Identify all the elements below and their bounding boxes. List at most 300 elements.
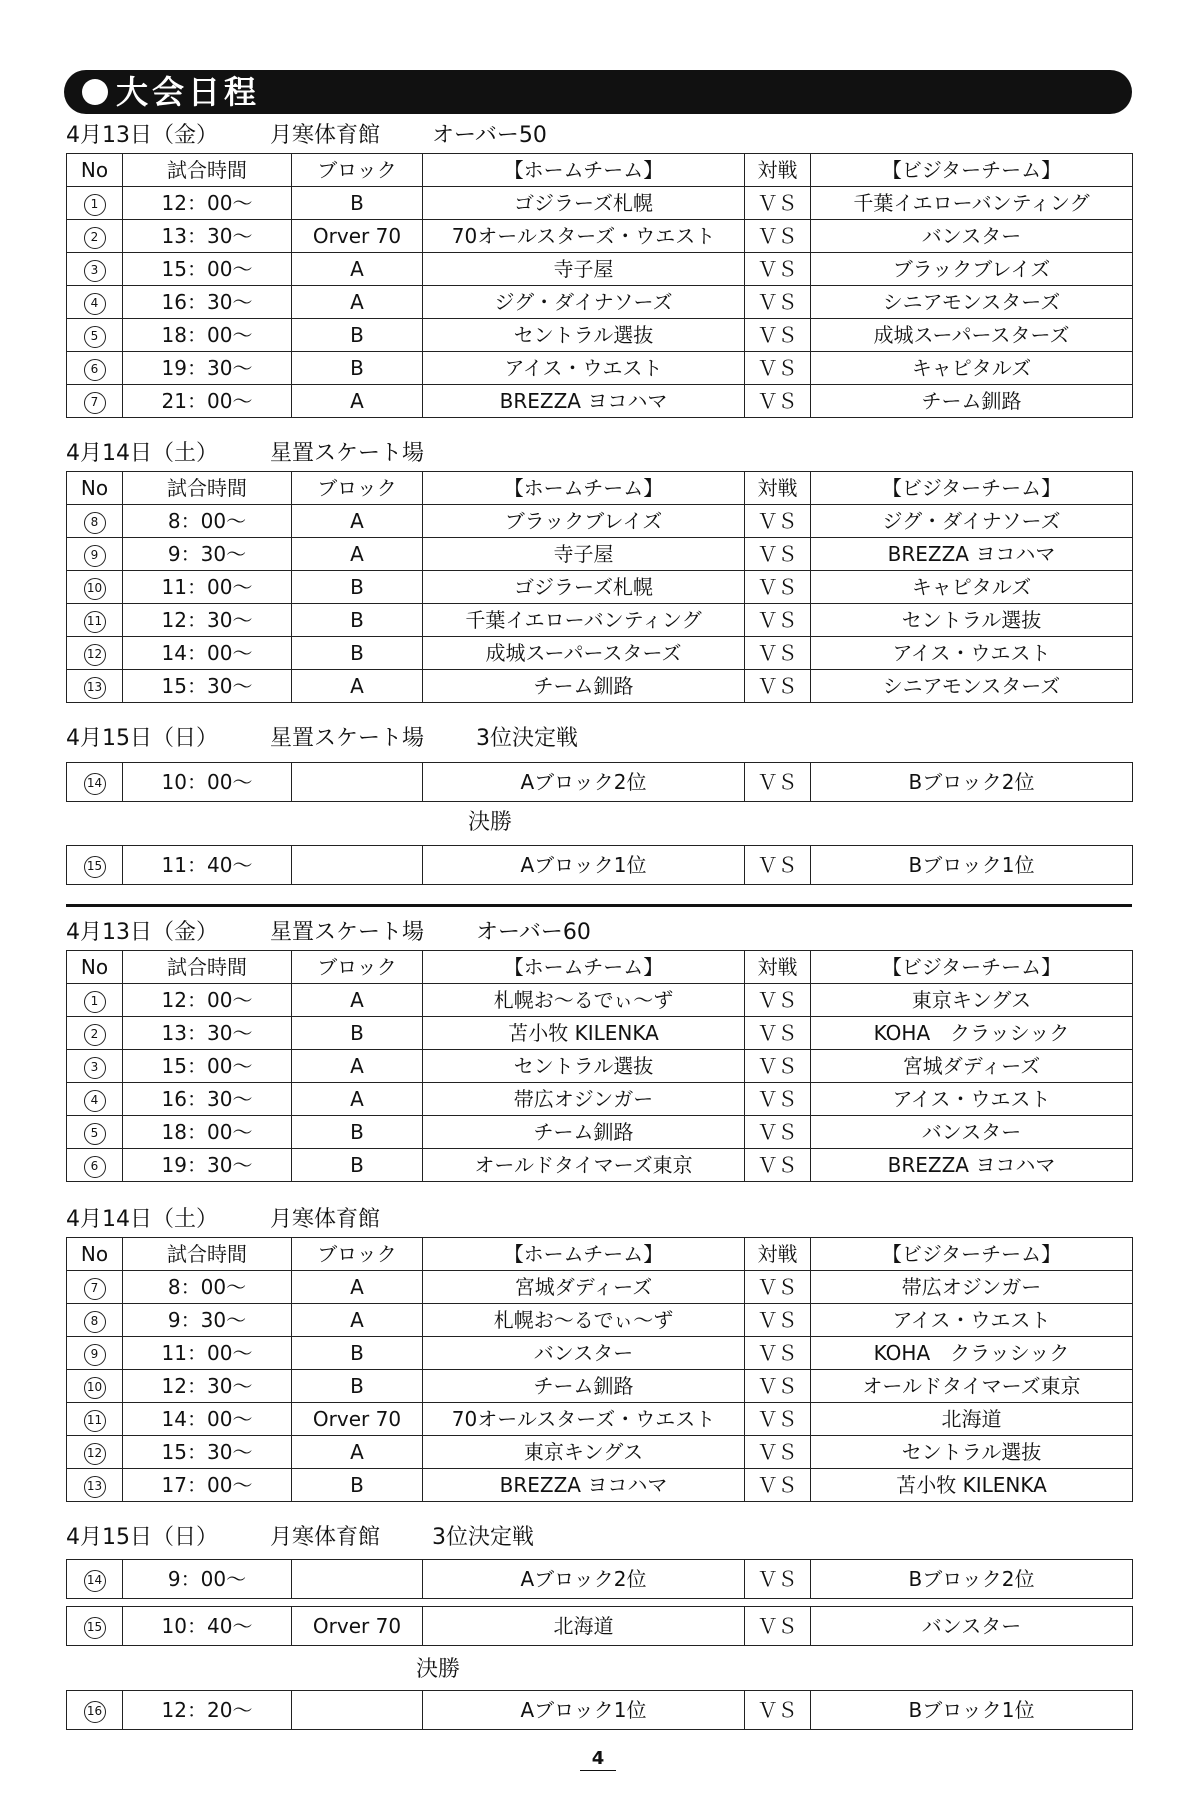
cell-time: 13：30～	[123, 1017, 292, 1050]
table-row	[67, 670, 1133, 703]
cell-vs: ＶＳ	[745, 538, 811, 571]
s2-d2-heading	[66, 1205, 432, 1235]
cell-home: Aブロック2位	[423, 763, 745, 802]
cell-away: チーム釧路	[811, 385, 1133, 418]
venue: 星置スケート場	[270, 920, 425, 945]
cell-block: B	[292, 1469, 423, 1502]
col-header-vs: 対戦	[745, 472, 811, 505]
venue: 星置スケート場	[270, 726, 425, 751]
bullet-icon	[82, 79, 108, 105]
cell-time: 16：30～	[123, 1083, 292, 1116]
cell-block: B	[292, 1116, 423, 1149]
cell-vs: ＶＳ	[745, 846, 811, 885]
cell-block: A	[292, 1083, 423, 1116]
table-row	[67, 1271, 1133, 1304]
cell-home: 成城スーパースターズ	[423, 637, 745, 670]
cell-vs: ＶＳ	[745, 505, 811, 538]
cell-block: B	[292, 1370, 423, 1403]
cell-time: 18：00～	[123, 1116, 292, 1149]
col-header-time: 試合時間	[123, 154, 292, 187]
cell-no	[67, 385, 123, 418]
cell-time: 14：00～	[123, 637, 292, 670]
cell-block: A	[292, 286, 423, 319]
cell-home: 帯広オジンガー	[423, 1083, 745, 1116]
match-number: 15	[84, 1617, 106, 1639]
cell-away: 帯広オジンガー	[811, 1271, 1133, 1304]
table-row	[67, 1050, 1133, 1083]
cell-home: オールドタイマーズ東京	[423, 1149, 745, 1182]
cell-vs: ＶＳ	[745, 1403, 811, 1436]
table-row	[67, 1607, 1133, 1646]
date: 4月15日（日）	[66, 1525, 218, 1550]
cell-no	[67, 1370, 123, 1403]
cell-no	[67, 1691, 123, 1730]
match-label: 3位決定戦	[476, 726, 579, 751]
cell-time: 8：00～	[123, 505, 292, 538]
match-number: 9	[84, 1344, 106, 1366]
table-row	[67, 253, 1133, 286]
cell-no	[67, 220, 123, 253]
cell-home: 70オールスターズ・ウエスト	[423, 220, 745, 253]
category: オーバー60	[476, 920, 591, 945]
cell-block: A	[292, 1050, 423, 1083]
col-header-vs: 対戦	[745, 154, 811, 187]
cell-no	[67, 319, 123, 352]
cell-time: 9：30～	[123, 1304, 292, 1337]
date: 4月13日（金）	[66, 123, 218, 148]
col-header-time: 試合時間	[123, 472, 292, 505]
header-row	[67, 154, 1133, 187]
table-row	[67, 1017, 1133, 1050]
cell-vs: ＶＳ	[745, 1436, 811, 1469]
match-number: 1	[84, 194, 106, 216]
col-header-away: 【ビジターチーム】	[811, 951, 1133, 984]
match-number: 5	[84, 1123, 106, 1145]
table-row	[67, 1304, 1133, 1337]
cell-block: Orver 70	[292, 1403, 423, 1436]
cell-vs: ＶＳ	[745, 220, 811, 253]
cell-home: 札幌お～るでぃ～ず	[423, 984, 745, 1017]
cell-time: 12：30～	[123, 1370, 292, 1403]
cell-block: A	[292, 538, 423, 571]
match-number: 7	[84, 1278, 106, 1300]
cell-time: 19：30～	[123, 352, 292, 385]
cell-vs: ＶＳ	[745, 286, 811, 319]
cell-no	[67, 1271, 123, 1304]
cell-no	[67, 846, 123, 885]
s1-d2-heading	[66, 439, 476, 469]
cell-block: Orver 70	[292, 220, 423, 253]
col-header-block: ブロック	[292, 951, 423, 984]
cell-block	[292, 846, 423, 885]
col-header-block: ブロック	[292, 154, 423, 187]
cell-block: B	[292, 571, 423, 604]
table-row	[67, 1560, 1133, 1599]
table-row	[67, 286, 1133, 319]
cell-no	[67, 1050, 123, 1083]
cell-no	[67, 1149, 123, 1182]
venue: 月寒体育館	[270, 1525, 381, 1550]
cell-vs: ＶＳ	[745, 352, 811, 385]
cell-away: ブラックブレイズ	[811, 253, 1133, 286]
table-row	[67, 637, 1133, 670]
cell-time: 9：30～	[123, 538, 292, 571]
cell-block: A	[292, 385, 423, 418]
cell-block: A	[292, 505, 423, 538]
cell-block: A	[292, 1304, 423, 1337]
cell-home: アイス・ウエスト	[423, 352, 745, 385]
cell-home: Aブロック1位	[423, 846, 745, 885]
cell-block: B	[292, 352, 423, 385]
cell-time: 13：30～	[123, 220, 292, 253]
cell-block: A	[292, 984, 423, 1017]
col-header-block: ブロック	[292, 1238, 423, 1271]
cell-away: 宮城ダディーズ	[811, 1050, 1133, 1083]
cell-away: Bブロック2位	[811, 763, 1133, 802]
cell-time: 12：30～	[123, 604, 292, 637]
cell-away: Bブロック1位	[811, 1691, 1133, 1730]
s2-d3-heading	[66, 1523, 586, 1553]
match-number: 2	[84, 227, 106, 249]
venue: 月寒体育館	[270, 1207, 381, 1232]
table-row	[67, 1149, 1133, 1182]
final-label: 決勝	[416, 1657, 461, 1682]
cell-away: シニアモンスターズ	[811, 286, 1133, 319]
cell-away: シニアモンスターズ	[811, 670, 1133, 703]
header-row	[67, 1238, 1133, 1271]
category: オーバー50	[432, 123, 547, 148]
cell-home: 寺子屋	[423, 538, 745, 571]
cell-home: BREZZA ヨコハマ	[423, 1469, 745, 1502]
cell-away: バンスター	[811, 1607, 1133, 1646]
cell-home: チーム釧路	[423, 1370, 745, 1403]
cell-no	[67, 670, 123, 703]
match-number: 4	[84, 293, 106, 315]
cell-away: キャピタルズ	[811, 352, 1133, 385]
cell-no	[67, 1083, 123, 1116]
cell-no	[67, 637, 123, 670]
cell-no	[67, 253, 123, 286]
cell-away: Bブロック2位	[811, 1560, 1133, 1599]
cell-home: ゴジラーズ札幌	[423, 571, 745, 604]
col-header-time: 試合時間	[123, 951, 292, 984]
cell-vs: ＶＳ	[745, 670, 811, 703]
cell-away: セントラル選抜	[811, 604, 1133, 637]
col-header-no: No	[67, 472, 123, 505]
match-number: 11	[84, 611, 106, 633]
cell-home: 寺子屋	[423, 253, 745, 286]
cell-home: 千葉イエローバンティング	[423, 604, 745, 637]
header-row	[67, 472, 1133, 505]
match-number: 14	[84, 1570, 106, 1592]
col-header-away: 【ビジターチーム】	[811, 472, 1133, 505]
cell-no	[67, 604, 123, 637]
cell-vs: ＶＳ	[745, 1337, 811, 1370]
table-row	[67, 1083, 1133, 1116]
match-number: 13	[84, 1476, 106, 1498]
cell-time: 15：30～	[123, 1436, 292, 1469]
cell-time: 8：00～	[123, 1271, 292, 1304]
cell-vs: ＶＳ	[745, 763, 811, 802]
cell-away: 北海道	[811, 1403, 1133, 1436]
match-number: 12	[84, 644, 106, 666]
cell-vs: ＶＳ	[745, 187, 811, 220]
cell-no	[67, 1017, 123, 1050]
schedule-table	[66, 153, 1133, 418]
table-row	[67, 763, 1133, 802]
match-number: 2	[84, 1024, 106, 1046]
match-number: 4	[84, 1090, 106, 1112]
col-header-vs: 対戦	[745, 1238, 811, 1271]
cell-block: A	[292, 1436, 423, 1469]
cell-vs: ＶＳ	[745, 1304, 811, 1337]
cell-away: Bブロック1位	[811, 846, 1133, 885]
col-header-home: 【ホームチーム】	[423, 154, 745, 187]
match-number: 8	[84, 512, 106, 534]
cell-vs: ＶＳ	[745, 1050, 811, 1083]
cell-away: 東京キングス	[811, 984, 1133, 1017]
cell-time: 11：00～	[123, 571, 292, 604]
match-number: 5	[84, 326, 106, 348]
cell-no	[67, 352, 123, 385]
cell-time: 18：00～	[123, 319, 292, 352]
cell-away: 千葉イエローバンティング	[811, 187, 1133, 220]
match-number: 10	[84, 578, 106, 600]
table-row	[67, 1469, 1133, 1502]
cell-home: 苫小牧 KILENKA	[423, 1017, 745, 1050]
cell-no	[67, 286, 123, 319]
match-number: 1	[84, 991, 106, 1013]
schedule-table	[66, 471, 1133, 703]
cell-vs: ＶＳ	[745, 385, 811, 418]
cell-home: 北海道	[423, 1607, 745, 1646]
cell-away: KOHA クラッシック	[811, 1017, 1133, 1050]
cell-away: バンスター	[811, 1116, 1133, 1149]
cell-vs: ＶＳ	[745, 1469, 811, 1502]
cell-no	[67, 763, 123, 802]
col-header-away: 【ビジターチーム】	[811, 1238, 1133, 1271]
match-number: 16	[84, 1701, 106, 1723]
cell-time: 11：00～	[123, 1337, 292, 1370]
cell-no	[67, 984, 123, 1017]
col-header-no: No	[67, 154, 123, 187]
cell-time: 14：00～	[123, 1403, 292, 1436]
cell-vs: ＶＳ	[745, 637, 811, 670]
cell-away: ジグ・ダイナソーズ	[811, 505, 1133, 538]
cell-home: Aブロック2位	[423, 1560, 745, 1599]
schedule-table	[66, 845, 1133, 885]
cell-block: B	[292, 319, 423, 352]
cell-no	[67, 1560, 123, 1599]
match-number: 13	[84, 677, 106, 699]
cell-block: Orver 70	[292, 1607, 423, 1646]
cell-no	[67, 1304, 123, 1337]
cell-no	[67, 1116, 123, 1149]
cell-no	[67, 187, 123, 220]
table-row	[67, 846, 1133, 885]
cell-block: A	[292, 1271, 423, 1304]
cell-away: アイス・ウエスト	[811, 1083, 1133, 1116]
cell-time: 12：20～	[123, 1691, 292, 1730]
cell-away: BREZZA ヨコハマ	[811, 538, 1133, 571]
cell-home: 宮城ダディーズ	[423, 1271, 745, 1304]
cell-block	[292, 763, 423, 802]
col-header-block: ブロック	[292, 472, 423, 505]
cell-no	[67, 571, 123, 604]
cell-home: 札幌お～るでぃ～ず	[423, 1304, 745, 1337]
schedule-table	[66, 762, 1133, 802]
venue: 月寒体育館	[270, 123, 381, 148]
final-label: 決勝	[468, 810, 513, 835]
date: 4月14日（土）	[66, 441, 218, 466]
table-row	[67, 538, 1133, 571]
cell-vs: ＶＳ	[745, 1607, 811, 1646]
table-row	[67, 1691, 1133, 1730]
cell-time: 15：00～	[123, 1050, 292, 1083]
cell-home: ジグ・ダイナソーズ	[423, 286, 745, 319]
cell-block	[292, 1691, 423, 1730]
table-row	[67, 1436, 1133, 1469]
cell-no	[67, 1403, 123, 1436]
schedule-table	[66, 1606, 1133, 1646]
cell-away: アイス・ウエスト	[811, 637, 1133, 670]
cell-home: バンスター	[423, 1337, 745, 1370]
cell-home: BREZZA ヨコハマ	[423, 385, 745, 418]
match-number: 6	[84, 359, 106, 381]
s1-d3-heading	[66, 724, 630, 754]
cell-home: セントラル選抜	[423, 319, 745, 352]
schedule-table	[66, 950, 1133, 1182]
cell-vs: ＶＳ	[745, 1691, 811, 1730]
cell-away: セントラル選抜	[811, 1436, 1133, 1469]
cell-vs: ＶＳ	[745, 1370, 811, 1403]
cell-away: アイス・ウエスト	[811, 1304, 1133, 1337]
match-number: 15	[84, 856, 106, 878]
table-row	[67, 385, 1133, 418]
section-banner	[64, 70, 1132, 114]
cell-time: 10：40～	[123, 1607, 292, 1646]
col-header-no: No	[67, 1238, 123, 1271]
match-number: 3	[84, 260, 106, 282]
cell-away: オールドタイマーズ東京	[811, 1370, 1133, 1403]
col-header-home: 【ホームチーム】	[423, 1238, 745, 1271]
cell-vs: ＶＳ	[745, 984, 811, 1017]
match-number: 8	[84, 1311, 106, 1333]
table-row	[67, 1403, 1133, 1436]
schedule-table	[66, 1559, 1133, 1599]
cell-time: 15：00～	[123, 253, 292, 286]
cell-vs: ＶＳ	[745, 319, 811, 352]
cell-home: チーム釧路	[423, 670, 745, 703]
cell-home: 70オールスターズ・ウエスト	[423, 1403, 745, 1436]
cell-no	[67, 538, 123, 571]
match-number: 6	[84, 1156, 106, 1178]
match-number: 10	[84, 1377, 106, 1399]
page-number: 4	[580, 1748, 616, 1771]
cell-time: 16：30～	[123, 286, 292, 319]
cell-time: 15：30～	[123, 670, 292, 703]
cell-time: 21：00～	[123, 385, 292, 418]
cell-block: B	[292, 604, 423, 637]
cell-time: 9：00～	[123, 1560, 292, 1599]
cell-block	[292, 1560, 423, 1599]
match-number: 11	[84, 1410, 106, 1432]
table-row	[67, 1116, 1133, 1149]
table-row	[67, 1337, 1133, 1370]
cell-block: A	[292, 670, 423, 703]
banner-title: 大会日程	[116, 73, 261, 111]
table-row	[67, 220, 1133, 253]
cell-away: 成城スーパースターズ	[811, 319, 1133, 352]
cell-vs: ＶＳ	[745, 604, 811, 637]
match-label: 3位決定戦	[432, 1525, 535, 1550]
cell-block: B	[292, 637, 423, 670]
cell-time: 12：00～	[123, 187, 292, 220]
cell-vs: ＶＳ	[745, 1271, 811, 1304]
col-header-no: No	[67, 951, 123, 984]
cell-away: 苫小牧 KILENKA	[811, 1469, 1133, 1502]
col-header-home: 【ホームチーム】	[423, 472, 745, 505]
cell-no	[67, 1337, 123, 1370]
cell-home: Aブロック1位	[423, 1691, 745, 1730]
table-row	[67, 604, 1133, 637]
cell-vs: ＶＳ	[745, 1560, 811, 1599]
table-row	[67, 187, 1133, 220]
cell-vs: ＶＳ	[745, 1083, 811, 1116]
cell-home: ブラックブレイズ	[423, 505, 745, 538]
cell-away: KOHA クラッシック	[811, 1337, 1133, 1370]
col-header-home: 【ホームチーム】	[423, 951, 745, 984]
cell-home: チーム釧路	[423, 1116, 745, 1149]
col-header-time: 試合時間	[123, 1238, 292, 1271]
section-divider	[66, 904, 1132, 907]
cell-home: セントラル選抜	[423, 1050, 745, 1083]
cell-away: キャピタルズ	[811, 571, 1133, 604]
cell-vs: ＶＳ	[745, 1017, 811, 1050]
cell-away: バンスター	[811, 220, 1133, 253]
table-row	[67, 505, 1133, 538]
match-number: 12	[84, 1443, 106, 1465]
table-row	[67, 1370, 1133, 1403]
header-row	[67, 951, 1133, 984]
cell-time: 11：40～	[123, 846, 292, 885]
cell-vs: ＶＳ	[745, 1116, 811, 1149]
cell-block: B	[292, 1337, 423, 1370]
cell-away: BREZZA ヨコハマ	[811, 1149, 1133, 1182]
cell-no	[67, 1436, 123, 1469]
cell-block: A	[292, 253, 423, 286]
cell-home: ゴジラーズ札幌	[423, 187, 745, 220]
date: 4月15日（日）	[66, 726, 218, 751]
schedule-table	[66, 1690, 1133, 1730]
cell-block: B	[292, 187, 423, 220]
cell-time: 12：00～	[123, 984, 292, 1017]
s1-d1-heading	[66, 121, 599, 151]
table-row	[67, 571, 1133, 604]
col-header-away: 【ビジターチーム】	[811, 154, 1133, 187]
cell-block: B	[292, 1149, 423, 1182]
table-row	[67, 984, 1133, 1017]
cell-vs: ＶＳ	[745, 571, 811, 604]
table-row	[67, 352, 1133, 385]
match-number: 9	[84, 545, 106, 567]
cell-no	[67, 505, 123, 538]
date: 4月13日（金）	[66, 920, 218, 945]
col-header-vs: 対戦	[745, 951, 811, 984]
date: 4月14日（土）	[66, 1207, 218, 1232]
cell-vs: ＶＳ	[745, 1149, 811, 1182]
cell-time: 19：30～	[123, 1149, 292, 1182]
